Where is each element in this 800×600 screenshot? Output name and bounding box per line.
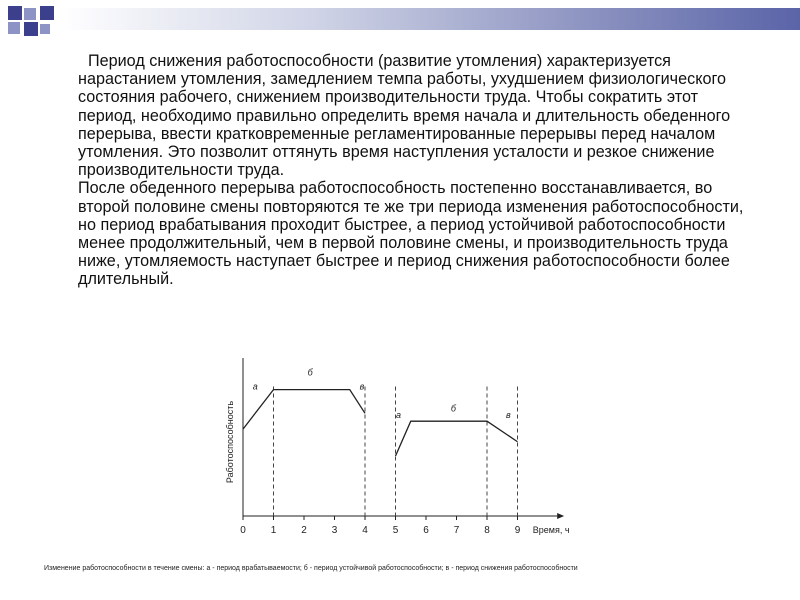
slide-body-text <box>78 52 758 289</box>
chart-caption: Изменение работоспособности в течение смены: а - период врабатываемости; б - период устойчивой работоспособности; в - период снижения работоспособности <box>44 565 578 572</box>
decor-square <box>24 22 38 36</box>
decor-square <box>40 6 54 20</box>
x-tick-label: 6 <box>423 525 429 536</box>
y-axis-label: Работоспособность <box>225 400 235 484</box>
period-label: б <box>450 403 456 414</box>
x-tick-label: 0 <box>240 525 246 536</box>
x-axis-arrow <box>557 513 564 519</box>
x-tick-label: 1 <box>270 525 277 536</box>
period-label: а <box>252 381 258 392</box>
decor-square <box>40 24 50 34</box>
x-tick-label: 3 <box>331 525 338 536</box>
period-label: б <box>307 367 313 378</box>
paragraph-fatigue-period: Период снижения работоспособности (развитие утомления) характеризуется нарастанием утомления, замедлением темпа работы, ухудшением физиологического состояния рабочего, снижением производительности труда. Чтобы сократить этот период, необходимо правильно определить время начала и длительность обеденного перерыва, ввести кратковременные регламентированные перерывы перед началом утомления. Это позволит оттянуть время наступления усталости и резкое снижение производительности труда. <box>78 52 731 180</box>
work-capacity-line <box>243 390 365 430</box>
x-tick-label: 7 <box>453 525 460 536</box>
slide-header-decoration <box>0 0 800 42</box>
x-tick-label: 9 <box>514 525 521 536</box>
x-tick-label: 4 <box>362 525 368 536</box>
paragraph-after-lunch: После обеденного перерыва работоспособность постепенно восстанавливается, во второй половине смены повторяются те же три периода изменения работоспособности, но период врабатывания проходит быстрее, а период устойчивой работоспособности менее продолжительный, чем в первой половине смены, и производительность труда ниже, утомляемость наступает быстрее и период снижения работоспособности более длительный. <box>78 179 744 289</box>
period-label: в <box>359 381 365 392</box>
header-gradient-band <box>58 8 800 30</box>
x-tick-label: 2 <box>301 525 307 536</box>
x-tick-label: 5 <box>392 525 399 536</box>
work-capacity-chart <box>220 350 580 550</box>
period-label: а <box>396 410 402 421</box>
period-label: в <box>505 410 511 421</box>
x-axis-label: Время, ч <box>532 525 570 535</box>
x-tick-label: 8 <box>484 525 490 536</box>
work-capacity-line <box>396 421 518 456</box>
decor-square <box>24 8 36 20</box>
decor-square <box>8 22 20 34</box>
decor-square <box>8 6 22 20</box>
